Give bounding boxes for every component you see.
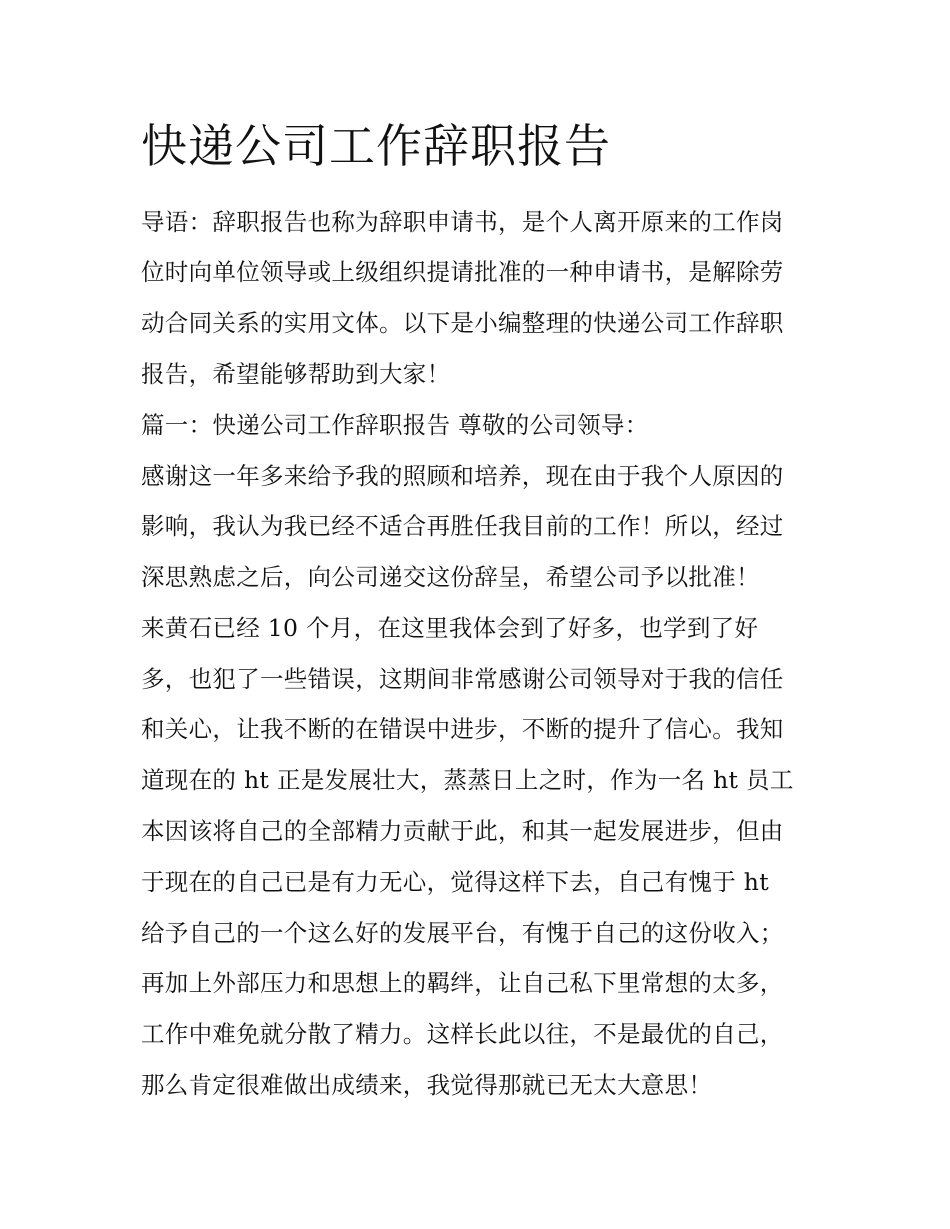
paragraph-line: 本因该将自己的全部精力贡献于此，和其一起发展进步，但由 — [141, 817, 784, 845]
document-title: 快递公司工作辞职报告 — [141, 119, 611, 173]
paragraph-line: 报告，希望能够帮助到大家！ — [141, 360, 451, 388]
paragraph-line: 道现在的 ht 正是发展壮大，蒸蒸日上之时，作为一名 ht 员工 — [141, 766, 794, 794]
paragraph-line: 深思熟虑之后，向公司递交这份辞呈，希望公司予以批准！ — [141, 563, 760, 591]
paragraph-line: 影响，我认为我已经不适合再胜任我目前的工作！所以，经过 — [141, 512, 784, 540]
paragraph-line: 那么肯定很难做出成绩来，我觉得那就已无太大意思！ — [141, 1071, 713, 1099]
paragraph-line: 多，也犯了一些错误，这期间非常感谢公司领导对于我的信任 — [141, 665, 784, 693]
paragraph-line: 动合同关系的实用文体。以下是小编整理的快递公司工作辞职 — [141, 309, 784, 337]
paragraph-line: 导语：辞职报告也称为辞职申请书，是个人离开原来的工作岗 — [141, 208, 784, 236]
paragraph-line: 位时向单位领导或上级组织提请批准的一种申请书，是解除劳 — [141, 258, 784, 286]
paragraph-line: 和关心，让我不断的在错误中进步，不断的提升了信心。我知 — [141, 715, 784, 743]
paragraph-line: 来黄石已经 10 个月，在这里我体会到了好多，也学到了好 — [141, 614, 759, 642]
paragraph-line: 感谢这一年多来给予我的照顾和培养，现在由于我个人原因的 — [141, 462, 784, 490]
paragraph-line: 工作中难免就分散了精力。这样长此以往，不是最优的自己， — [141, 1020, 784, 1048]
paragraph-line: 于现在的自己已是有力无心，觉得这样下去，自己有愧于 ht — [141, 868, 769, 896]
section-heading-line: 篇一：快递公司工作辞职报告 尊敬的公司领导： — [141, 411, 649, 439]
paragraph-line: 再加上外部压力和思想上的羁绊，让自己私下里常想的太多， — [141, 969, 784, 997]
paragraph-line: 给予自己的一个这么好的发展平台，有愧于自己的这份收入； — [141, 919, 784, 947]
